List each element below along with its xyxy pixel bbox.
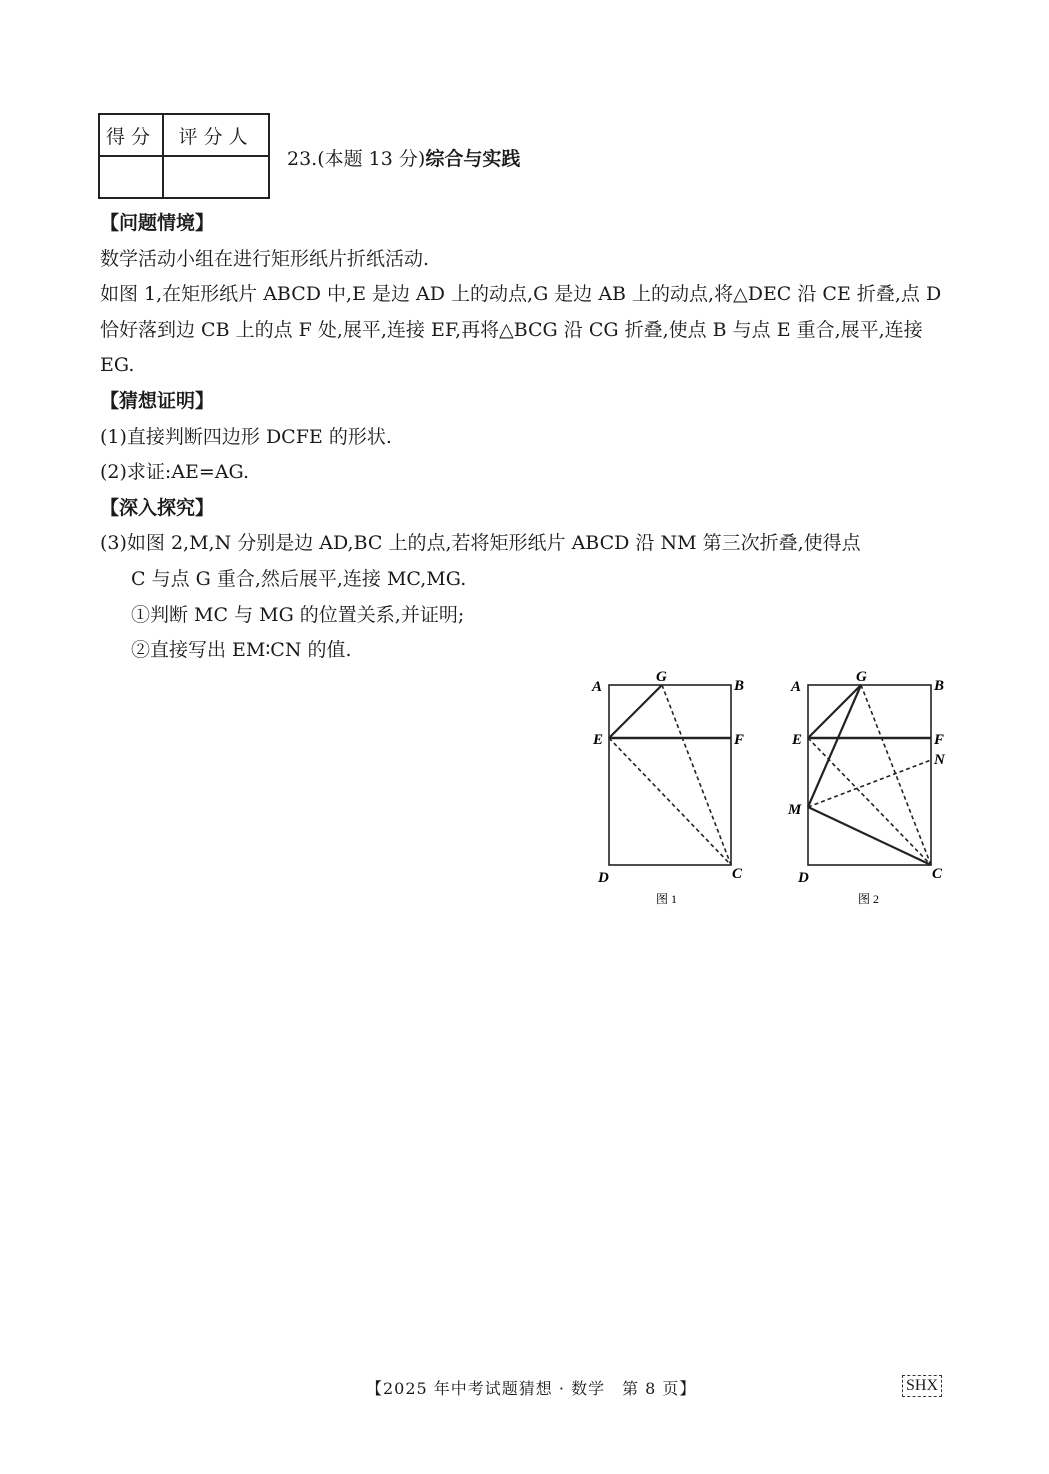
fig2-label-a: A xyxy=(791,679,802,695)
fig2-rectangle-abcd xyxy=(808,685,931,865)
grader-cell xyxy=(163,156,269,198)
fig2-label-e: E xyxy=(792,732,803,748)
fig2-label-d: D xyxy=(798,870,809,886)
section-heading-situation: 【问题情境】 xyxy=(100,212,215,234)
score-header: 得分 xyxy=(99,114,163,156)
score-table xyxy=(98,113,270,199)
fig2-label-c: C xyxy=(932,866,943,882)
fig1-label-g: G xyxy=(656,669,667,685)
question-body xyxy=(100,206,952,669)
section-heading-conjecture: 【猜想证明】 xyxy=(100,389,215,412)
fig2-label-m: M xyxy=(788,802,802,818)
fig1-label-e: E xyxy=(593,732,604,748)
question-title xyxy=(287,144,520,171)
fig1-label-f: F xyxy=(734,732,745,748)
question-part-3: (3)如图 2,M,N 分别是边 AD,BC 上的点,若将矩形纸片 ABCD 沿 NM 第三次折叠,使得点 xyxy=(100,532,861,555)
fig1-segment-eg xyxy=(609,685,662,738)
page-footer: 【2025 年中考试题猜想 · 数学 第 8 页】 xyxy=(366,1379,697,1398)
situation-paragraph-1: 数学活动小组在进行矩形纸片折纸活动. xyxy=(100,247,430,270)
fig2-label-g: G xyxy=(856,669,867,685)
fig1-label-b: B xyxy=(734,678,745,694)
fig2-segment-eg xyxy=(808,685,861,738)
fig1-fold-cg xyxy=(662,685,731,865)
section-heading-explore: 【深入探究】 xyxy=(100,496,215,519)
question-part-3-sub1: ①判断 MC 与 MG 的位置关系,并证明; xyxy=(131,603,465,626)
region-badge: SHX xyxy=(902,1375,942,1397)
fig1-caption: 图 1 xyxy=(656,892,678,906)
figure-2 xyxy=(780,660,960,920)
situation-paragraph-2: 如图 1,在矩形纸片 ABCD 中,E 是边 AD 上的动点,G 是边 AB 上的动点,将△DEC 沿 CE 折叠,点 D 恰好落到边 CB 上的点 F 处,展平,连接 EF,再将△BCG 沿 CG 折叠,使点 B 与点 E 重合,展平,连接 EG. xyxy=(100,283,942,377)
fig2-label-f: F xyxy=(934,732,945,748)
fig1-rectangle-abcd xyxy=(609,685,731,865)
fig1-fold-ce xyxy=(609,738,731,865)
fig2-caption: 图 2 xyxy=(858,892,880,906)
fig2-fold-ce xyxy=(808,738,931,865)
question-topic: 综合与实践 xyxy=(425,148,521,170)
fig2-label-b: B xyxy=(934,678,945,694)
score-cell xyxy=(99,156,163,198)
fig2-segment-mg xyxy=(808,685,861,807)
figure-1 xyxy=(580,660,760,920)
fig1-label-a: A xyxy=(592,679,603,695)
question-number: 23.(本题 13 分) xyxy=(287,148,426,170)
fig1-label-c: C xyxy=(732,866,743,882)
grader-header: 评分人 xyxy=(163,114,269,156)
question-part-2: (2)求证:AE=AG. xyxy=(100,461,250,484)
fig2-label-n: N xyxy=(934,752,945,768)
fig1-label-d: D xyxy=(598,870,609,886)
question-part-1: (1)直接判断四边形 DCFE 的形状. xyxy=(100,425,392,448)
question-part-3-sub2: ②直接写出 EM∶CN 的值. xyxy=(131,639,352,662)
question-part-3-cont: C 与点 G 重合,然后展平,连接 MC,MG. xyxy=(131,567,467,590)
